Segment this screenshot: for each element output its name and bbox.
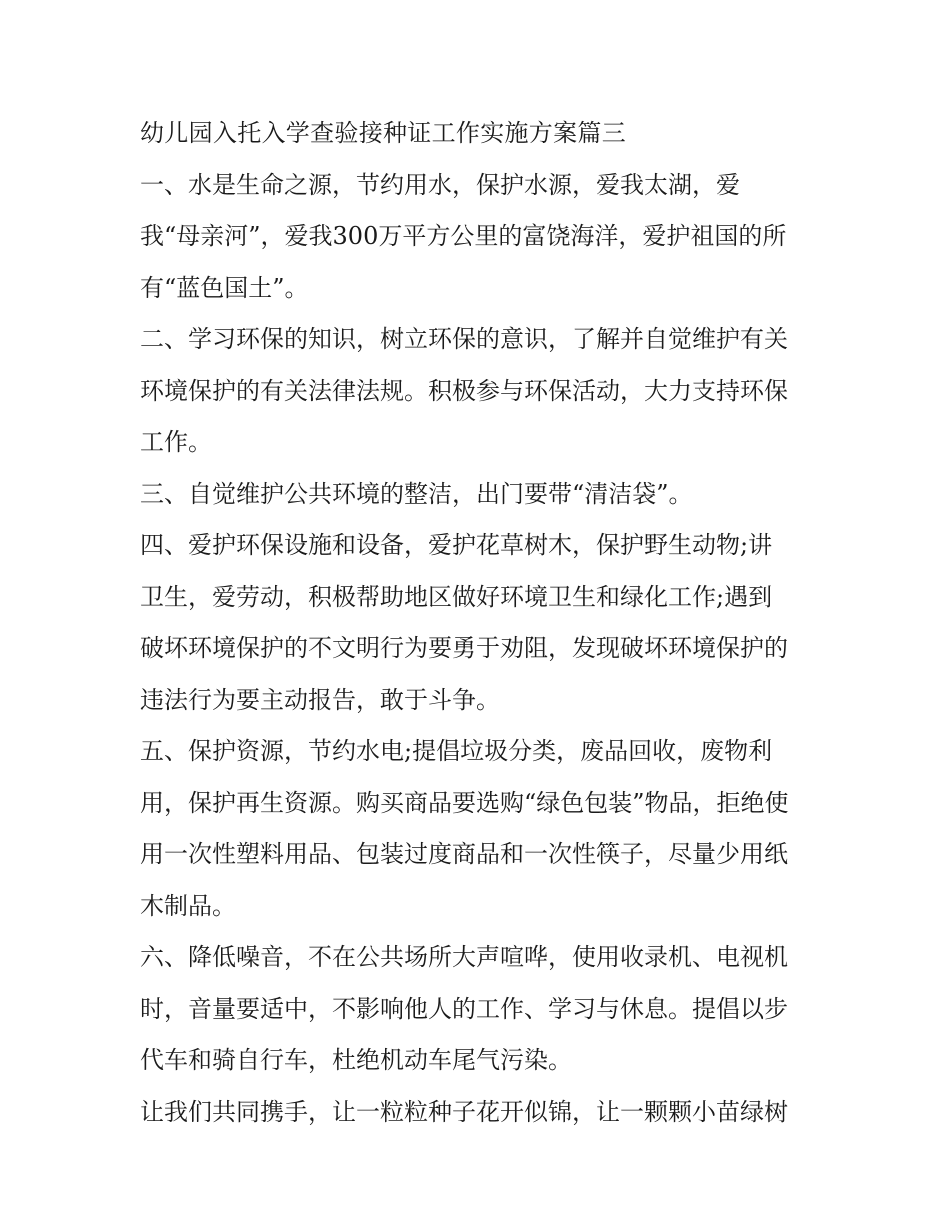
text-line: 木制品。 [140,891,236,920]
text-line: 用，保护再生资源。购买商品要选购“绿色包装”物品，拒绝使 [140,788,789,817]
text-line: 时，音量要适中，不影响他人的工作、学习与休息。提倡以步 [140,994,788,1023]
text-line: 六、降低噪音，不在公共场所大声喧哗，使用收录机、电视机 [140,943,788,971]
text-line: 我“母亲河”，爱我300万平方公里的富饶海洋，爱护祖国的所 [140,222,787,250]
text-line: 五、保护资源，节约水电;提倡垃圾分类，废品回收，废物利 [140,737,773,765]
text-line: 环境保护的有关法律法规。积极参与环保活动，大力支持环保 [140,376,788,405]
document-body [140,108,820,1138]
text-line: 二、学习环保的知识，树立环保的意识，了解并自觉维护有关 [140,325,788,353]
text-line: 代车和骑自行车，杜绝机动车尾气污染。 [140,1046,572,1074]
text-line: 破坏环境保护的不文明行为要勇于劝阻，发现破坏环境保护的 [140,634,788,662]
text-line: 违法行为要主动报告，敢于斗争。 [140,685,500,714]
text-line: 有“蓝色国土”。 [140,273,309,302]
text-line: 用一次性塑料用品、包装过度商品和一次性筷子，尽量少用纸 [140,840,788,868]
text-line: 三、自觉维护公共环境的整洁，出门要带“清洁袋”。 [140,479,693,508]
text-line: 让我们共同携手，让一粒粒种子花开似锦，让一颗颗小苗绿树 [140,1097,788,1126]
text-line: 一、水是生命之源，节约用水，保护水源，爱我太湖，爱 [140,170,740,199]
text-line: 工作。 [140,428,212,456]
text-line: 四、爱护环保设施和设备，爱护花草树木，保护野生动物;讲 [140,531,773,559]
text-line: 卫生，爱劳动，积极帮助地区做好环境卫生和绿化工作;遇到 [140,582,773,611]
document-title: 幼儿园入托入学查验接种证工作实施方案篇三 [140,119,626,147]
